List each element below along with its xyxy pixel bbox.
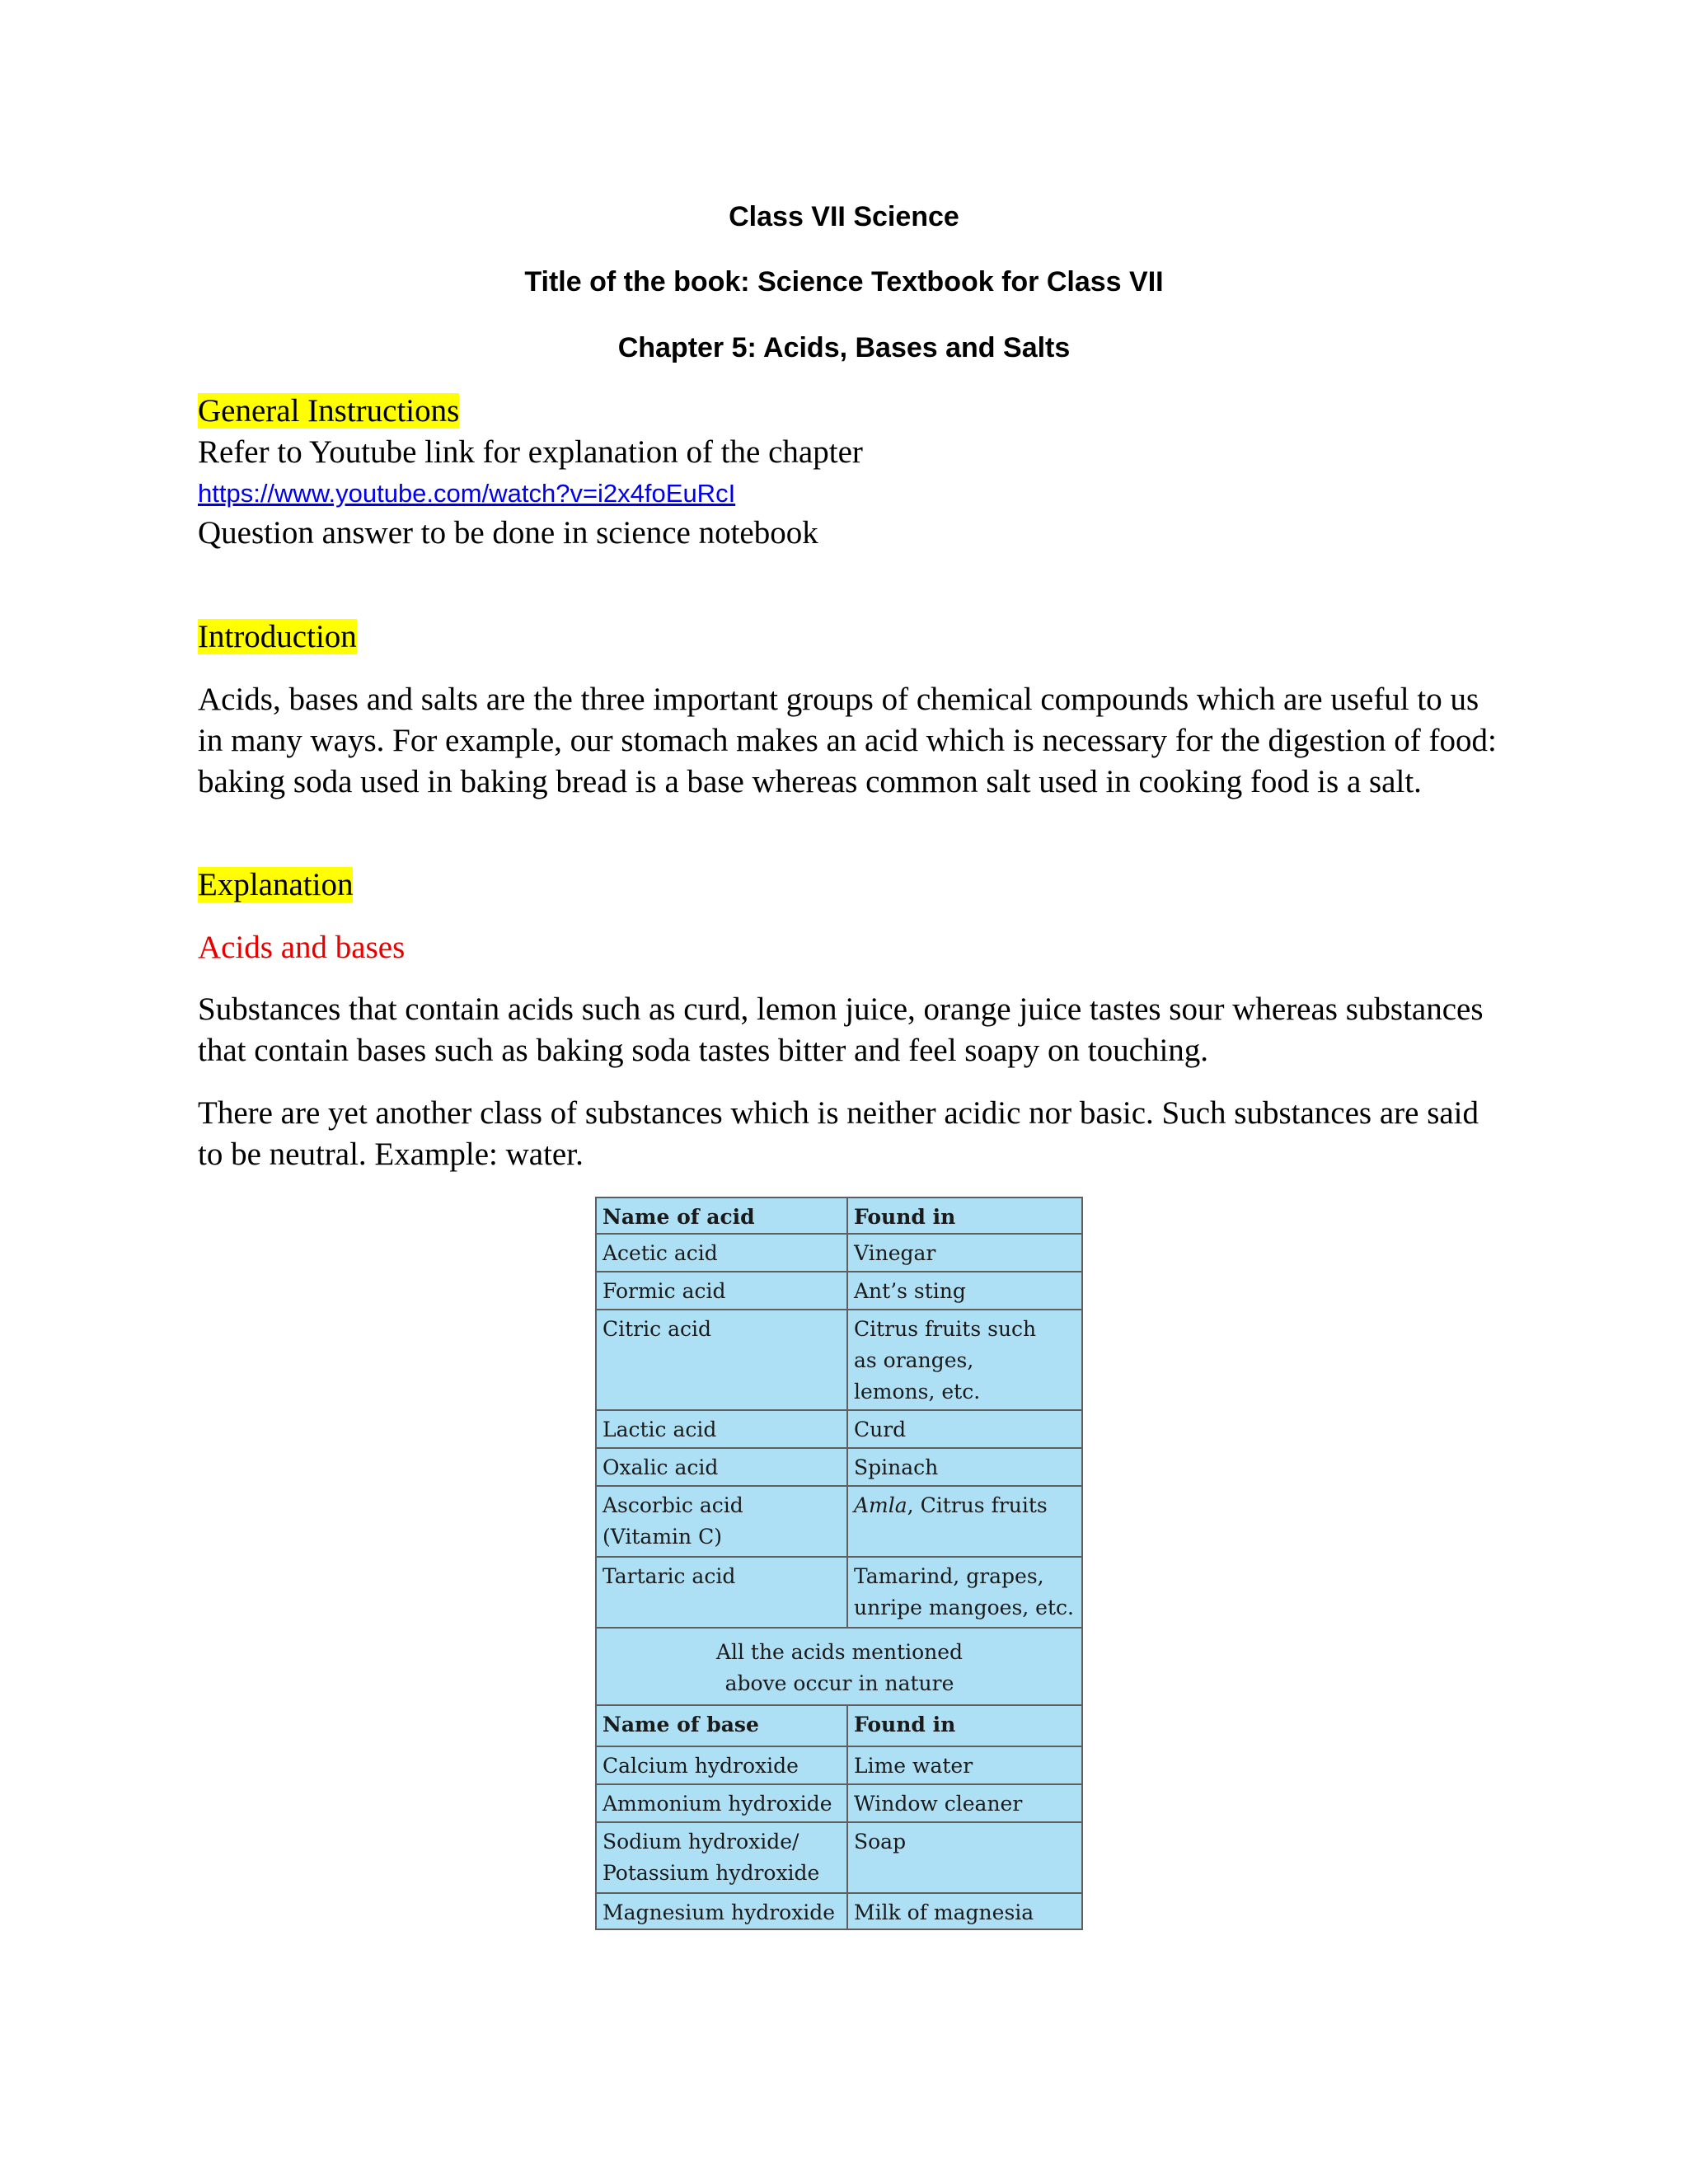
class-line: Class VII Science (729, 201, 959, 232)
table-header-cell: Name of acid (596, 1197, 847, 1234)
amla-text: Amla (854, 1493, 907, 1517)
explanation-heading: Explanation (198, 867, 354, 902)
found-in-line: Tamarind, grapes, (854, 1564, 1044, 1588)
table-row (596, 1448, 1082, 1486)
found-in-line: unripe mangoes, etc. (854, 1596, 1074, 1619)
found-in-cell (847, 1310, 1082, 1410)
acid-name-line: Ascorbic acid (603, 1493, 743, 1517)
table-row (596, 1784, 1082, 1822)
youtube-link[interactable]: https://www.youtube.com/watch?v=i2x4foEuRcI (198, 479, 736, 508)
table-row (596, 1234, 1082, 1272)
acid-name-cell (596, 1486, 847, 1557)
acid-header-row (596, 1197, 1082, 1234)
found-in-cell: Lime water (847, 1746, 1082, 1784)
found-in-cell (847, 1557, 1082, 1628)
note-line: All the acids mentioned (715, 1640, 964, 1664)
table-note (596, 1628, 1082, 1705)
found-in-cell (847, 1486, 1082, 1557)
acid-name-cell: Formic acid (596, 1272, 847, 1310)
base-name-cell: Magnesium hydroxide (596, 1893, 847, 1929)
acid-name-cell: Oxalic acid (596, 1448, 847, 1486)
found-in-text: , Citrus fruits (907, 1493, 1048, 1517)
table-row (596, 1893, 1082, 1929)
table-row (596, 1310, 1082, 1410)
chapter-title: Chapter 5: Acids, Bases and Salts (617, 332, 1071, 363)
introduction-heading: Introduction (198, 619, 357, 654)
table-row (596, 1486, 1082, 1557)
acid-name-cell: Citric acid (596, 1310, 847, 1410)
table-row (596, 1410, 1082, 1448)
table-row (596, 1557, 1082, 1628)
found-in-line: lemons, etc. (854, 1380, 981, 1404)
note-line: above occur in nature (724, 1671, 954, 1695)
found-in-cell: Vinegar (847, 1234, 1082, 1272)
table-row (596, 1272, 1082, 1310)
introduction-text: Acids, bases and salts are the three important groups of chemical compounds which are useful to us in many ways. For example, our stomach makes an acid which is necessary for the digestion of food: baking soda used in baking bread is a base whereas common salt used in cooking food is a salt. (198, 682, 1497, 799)
acids-bases-table-image (595, 1197, 1083, 1930)
found-in-cell: Milk of magnesia (847, 1893, 1082, 1929)
table-header-cell: Name of base (596, 1705, 847, 1746)
base-name-cell (596, 1822, 847, 1893)
table-header-cell: Found in (847, 1705, 1082, 1746)
found-in-cell: Spinach (847, 1448, 1082, 1486)
found-in-cell: Curd (847, 1410, 1082, 1448)
base-name-cell: Calcium hydroxide (596, 1746, 847, 1784)
base-name-line: Sodium hydroxide/ (603, 1830, 799, 1854)
found-in-line: as oranges, (854, 1348, 974, 1372)
notebook-instruction: Question answer to be done in science notebook (198, 515, 818, 551)
acids-bases-table (595, 1197, 1083, 1930)
base-header-row (596, 1705, 1082, 1746)
table-note-row (596, 1628, 1082, 1705)
found-in-cell: Ant’s sting (847, 1272, 1082, 1310)
acid-name-line: (Vitamin C) (603, 1525, 722, 1549)
table-row (596, 1822, 1082, 1893)
acid-name-cell: Tartaric acid (596, 1557, 847, 1628)
found-in-cell: Soap (847, 1822, 1082, 1893)
base-name-cell: Ammonium hydroxide (596, 1784, 847, 1822)
base-name-line: Potassium hydroxide (603, 1861, 820, 1885)
found-in-cell: Window cleaner (847, 1784, 1082, 1822)
acid-name-cell: Lactic acid (596, 1410, 847, 1448)
found-in-line: Citrus fruits such (854, 1317, 1037, 1341)
acid-name-cell: Acetic acid (596, 1234, 847, 1272)
instruction-line: Refer to Youtube link for explanation of the chapter (198, 434, 863, 470)
explanation-para-2: There are yet another class of substances which is neither acidic nor basic. Such substances are said to be neutral. Example: water. (198, 1095, 1479, 1172)
general-instructions-heading: General Instructions (198, 393, 460, 429)
explanation-para-1: Substances that contain acids such as curd, lemon juice, orange juice tastes sour whereas substances that contain bases such as baking soda tastes bitter and feel soapy on touching. (198, 991, 1484, 1068)
table-row (596, 1746, 1082, 1784)
book-title: Title of the book: Science Textbook for Class VII (524, 266, 1164, 298)
table-header-cell: Found in (847, 1197, 1082, 1234)
acids-bases-subheading: Acids and bases (198, 930, 406, 965)
